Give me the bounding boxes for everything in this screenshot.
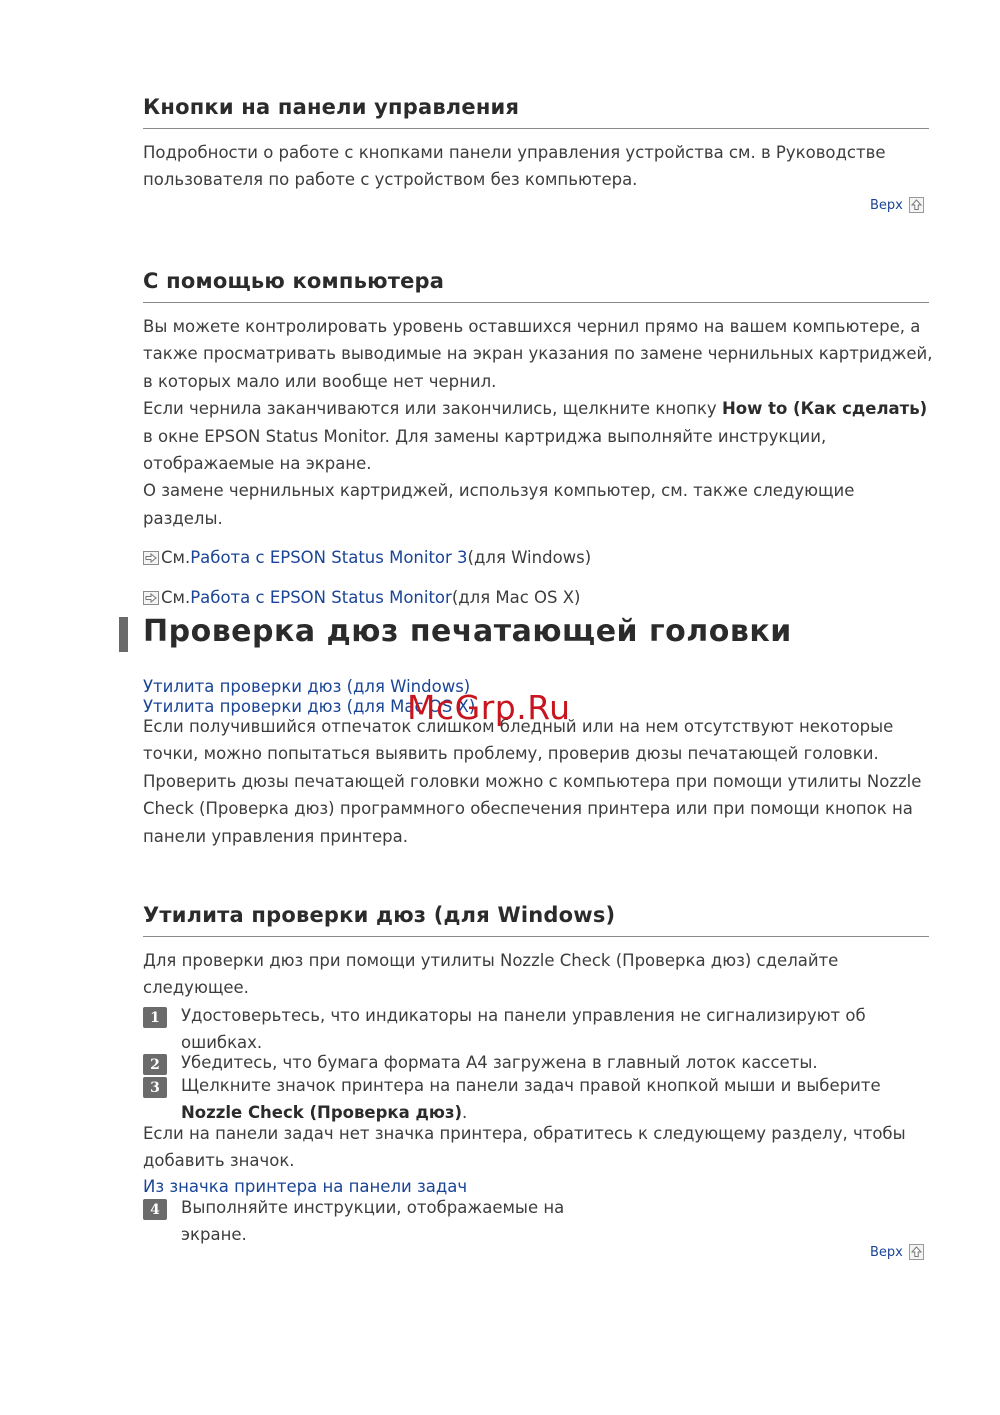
step-1-text: Удостоверьтесь, что индикаторы на панели управления не сигнализируют об ошибках. (181, 1006, 866, 1053)
section3-note: Если на панели задач нет значка принтера, обратитесь к следующему разделу, чтобы добавить значок. (143, 1124, 906, 1171)
status-monitor-mac-link[interactable]: Работа с EPSON Status Monitor (190, 588, 452, 607)
taskbar-icon-link[interactable]: Из значка принтера на панели задач (143, 1177, 468, 1196)
chapter-title: Проверка дюз печатающей головки (143, 614, 792, 649)
toc-link-windows[interactable]: Утилита проверки дюз (для Windows) (143, 677, 471, 696)
status-monitor-3-link[interactable]: Работа с EPSON Status Monitor 3 (190, 548, 468, 567)
section1-body: Подробности о работе с кнопками панели управления устройства см. в Руководстве пользователя по работе с устройством без компьютера. (143, 143, 886, 190)
see-prefix: См. (161, 588, 191, 607)
para2-text-after: в окне EPSON Status Monitor. Для замены картриджа выполняйте инструкции, отображаемые на экране. (143, 426, 827, 474)
how-to-button-label: How to (Как сделать) (721, 399, 928, 419)
arrow-up-icon[interactable] (909, 1244, 924, 1260)
section2-para3: О замене чернильных картриджей, используя компьютер, см. также следующие разделы. (143, 481, 855, 528)
para2-text: Если чернила заканчиваются или закончились, щелкните кнопку (143, 399, 722, 419)
chapter-marker-bar (119, 617, 128, 652)
section-divider (143, 936, 929, 937)
nozzle-check-menu-label: Nozzle Check (Проверка дюз) (181, 1103, 462, 1123)
chapter-intro: Если получившийся отпечаток слишком бледный или на нем отсутствуют некоторые точки, можно попытаться выявить проблему, проверив дюзы печатающей головки. Проверить дюзы печатающей головки можно с компьютера при помощи утилиты Nozzle Check (Проверка дюз) программного обеспечения принтера или при помощи кнопок на панели управления принтера. (143, 717, 922, 846)
section2-para2 (143, 395, 933, 477)
step-number-1: 1 (143, 1007, 167, 1028)
section3-intro: Для проверки дюз при помощи утилиты Nozzle Check (Проверка дюз) сделайте следующее. (143, 951, 839, 998)
section2-para1: Вы можете контролировать уровень оставшихся чернил прямо на вашем компьютере, а также просматривать выводимые на экран указания по замене чернильных картриджей, в которых мало или вообще нет чернил. (143, 317, 933, 391)
step-4-text: Выполняйте инструкции, отображаемые на экране. (181, 1198, 565, 1245)
step-number-3: 3 (143, 1077, 167, 1098)
see-prefix: См. (161, 548, 191, 567)
see-suffix: (для Mac OS X) (451, 588, 581, 607)
arrow-right-icon (143, 551, 159, 565)
step-number-2: 2 (143, 1054, 167, 1075)
back-to-top-link[interactable] (870, 1244, 924, 1260)
section-title-control-panel-buttons: Кнопки на панели управления (143, 95, 520, 119)
section2-body (143, 313, 933, 532)
back-to-top-label[interactable]: Верх (870, 198, 903, 213)
section-divider (143, 302, 929, 303)
section-divider (143, 128, 929, 129)
see-suffix: (для Windows) (467, 548, 592, 567)
arrow-right-icon (143, 591, 159, 605)
step-3-text-end: . (462, 1103, 468, 1123)
arrow-up-icon[interactable] (909, 197, 924, 213)
step-3-text (181, 1072, 926, 1127)
section-title-nozzle-windows: Утилита проверки дюз (для Windows) (143, 903, 616, 927)
back-to-top-link[interactable] (870, 197, 924, 213)
see-also-item (143, 587, 581, 609)
step-number-4: 4 (143, 1199, 167, 1220)
see-also-item (143, 547, 591, 569)
toc-link-mac[interactable]: Утилита проверки дюз (для Mac OS X) (143, 697, 476, 716)
step-2-text: Убедитесь, что бумага формата А4 загружена в главный лоток кассеты. (181, 1053, 818, 1072)
back-to-top-label[interactable]: Верх (870, 1245, 903, 1260)
section-title-with-computer: С помощью компьютера (143, 269, 445, 293)
step-3-text-main: Щелкните значок принтера на панели задач правой кнопкой мыши и выберите (181, 1076, 881, 1095)
watermark: McGrp.Ru (407, 688, 571, 727)
